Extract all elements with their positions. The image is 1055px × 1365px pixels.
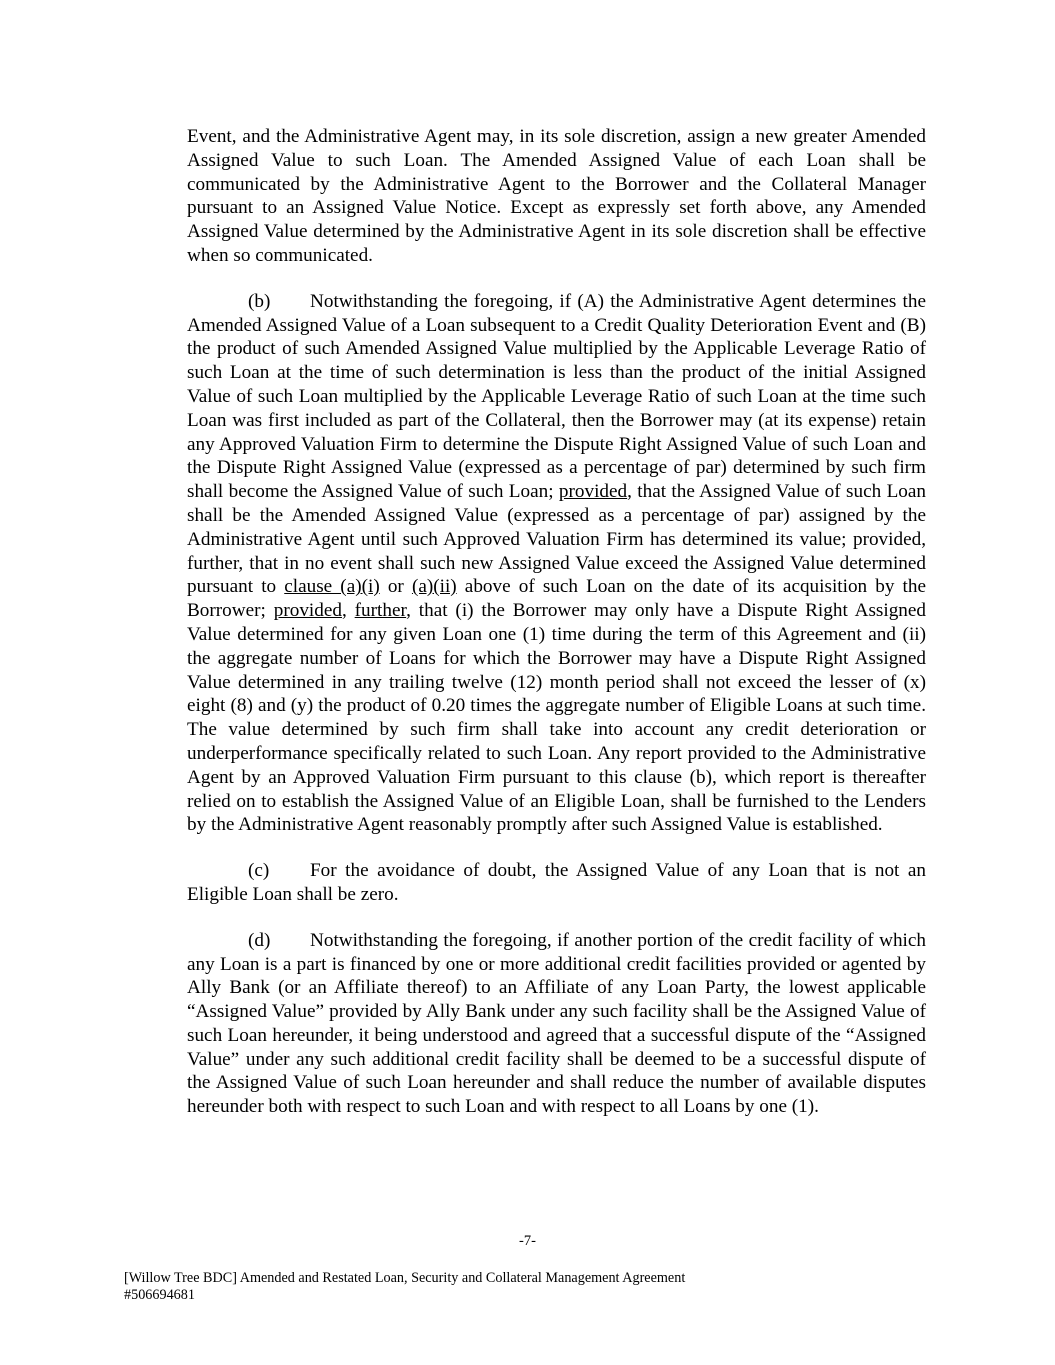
clause-reference: (a)(ii) xyxy=(411,576,457,598)
paragraph-d-label: (d) xyxy=(248,929,271,951)
paragraph-c-label: (c) xyxy=(248,860,270,882)
provided-term: provided xyxy=(558,481,628,503)
page-number: -7- xyxy=(519,1233,536,1249)
provided-term: provided xyxy=(273,600,342,622)
footer-title: [Willow Tree BDC] Amended and Restated Loan, Security and Collateral Management Agreement xyxy=(124,1270,686,1286)
paragraph-c xyxy=(187,859,926,907)
document-body xyxy=(187,125,926,1141)
paragraph-b-text: , that (i) the Borrower may only have a Dispute Right Assigned Value determined for any given Loan one (1) time during the term of this Agreement and (ii) the aggregate number of Loans for which the Borrower may have a Dispute Right Assigned Value determined in any trailing twelve (12) month period shall not exceed the lesser of (x) eight (8) and (y) the product of 0.20 times the aggregate number of Eligible Loans at such time. The value determined by such firm shall take into account any credit deterioration or underperformance specifically related to such Loan. Any report provided to the Administrative Agent by an Approved Valuation Firm pursuant to this clause (b), which report is thereafter relied on to establish the Assigned Value of an Eligible Loan, shall be furnished to the Lenders by the Administrative Agent reasonably promptly after such Assigned Value is established. xyxy=(187,600,927,836)
paragraph-b-text: or xyxy=(379,576,412,598)
clause-reference: clause (a)(i) xyxy=(284,576,380,598)
further-term: further xyxy=(354,600,407,622)
paragraph-d xyxy=(187,929,926,1119)
paragraph-b-text: Notwithstanding the foregoing, if (A) the Administrative Agent determines the Amended Assigned Value of a Loan subsequent to a Credit Quality Deterioration Event and (B) the product of such Amended Assigned Value multiplied by the Applicable Leverage Ratio of such Loan at the time of such determination is less than the product of the initial Assigned Value of such Loan multiplied by the Applicable Leverage Ratio of such Loan at the time such Loan was first included as part of the Collateral, then the Borrower may (at its expense) retain any Approved Valuation Firm to determine the Dispute Right Assigned Value of such Loan and the Dispute Right Assigned Value (expressed as a percentage of par) determined by such firm shall become the Assigned Value of such Loan; xyxy=(187,290,926,503)
paragraph-d-text: Notwithstanding the foregoing, if another portion of the credit facility of which any Loan is a part is financed by one or more additional credit facilities provided or agented by Ally Bank (or an Affiliate thereof) to an Affiliate of any Loan Party, the lowest applicable “Assigned Value” provided by Ally Bank under any such facility shall be the Assigned Value of such Loan hereunder, it being understood and agreed that a successful dispute of the “Assigned Value” under any such additional credit facility shall be deemed to be a successful dispute of the Assigned Value of such Loan hereunder and shall reduce the number of available disputes hereunder both with respect to such Loan and with respect to all Loans by one (1). xyxy=(187,929,926,1118)
paragraph-b-label: (b) xyxy=(248,290,271,312)
paragraph-b xyxy=(187,290,926,837)
paragraph-c-text: For the avoidance of doubt, the Assigned Value of any Loan that is not an Eligible Loan shall be zero. xyxy=(187,860,926,905)
paragraph-b-text: , that the Assigned Value of such Loan shall be the Amended Assigned Value (expressed as a percentage of par) assigned by the Administrative Agent until such Approved Valuation Firm has determined its value; provided, further, that in no event shall such new Assigned Value exceed the Assigned Value determined pursuant to xyxy=(187,481,926,598)
footer-doc-id: #506694681 xyxy=(124,1287,195,1303)
document-footer xyxy=(124,1270,685,1304)
paragraph-a-continued: Event, and the Administrative Agent may, in its sole discretion, assign a new greater Amended Assigned Value to such Loan. The Amended Assigned Value of each Loan shall be communicated by the Administrative Agent to the Borrower and the Collateral Manager pursuant to an Assigned Value Notice. Except as expressly set forth above, any Amended Assigned Value determined by the Administrative Agent in its sole discretion shall be effective when so communicated. xyxy=(187,126,926,266)
paragraph-b-text: above of such Loan on the date of its acquisition by the Borrower; xyxy=(187,576,926,622)
paragraph-b-text: , xyxy=(341,600,355,622)
